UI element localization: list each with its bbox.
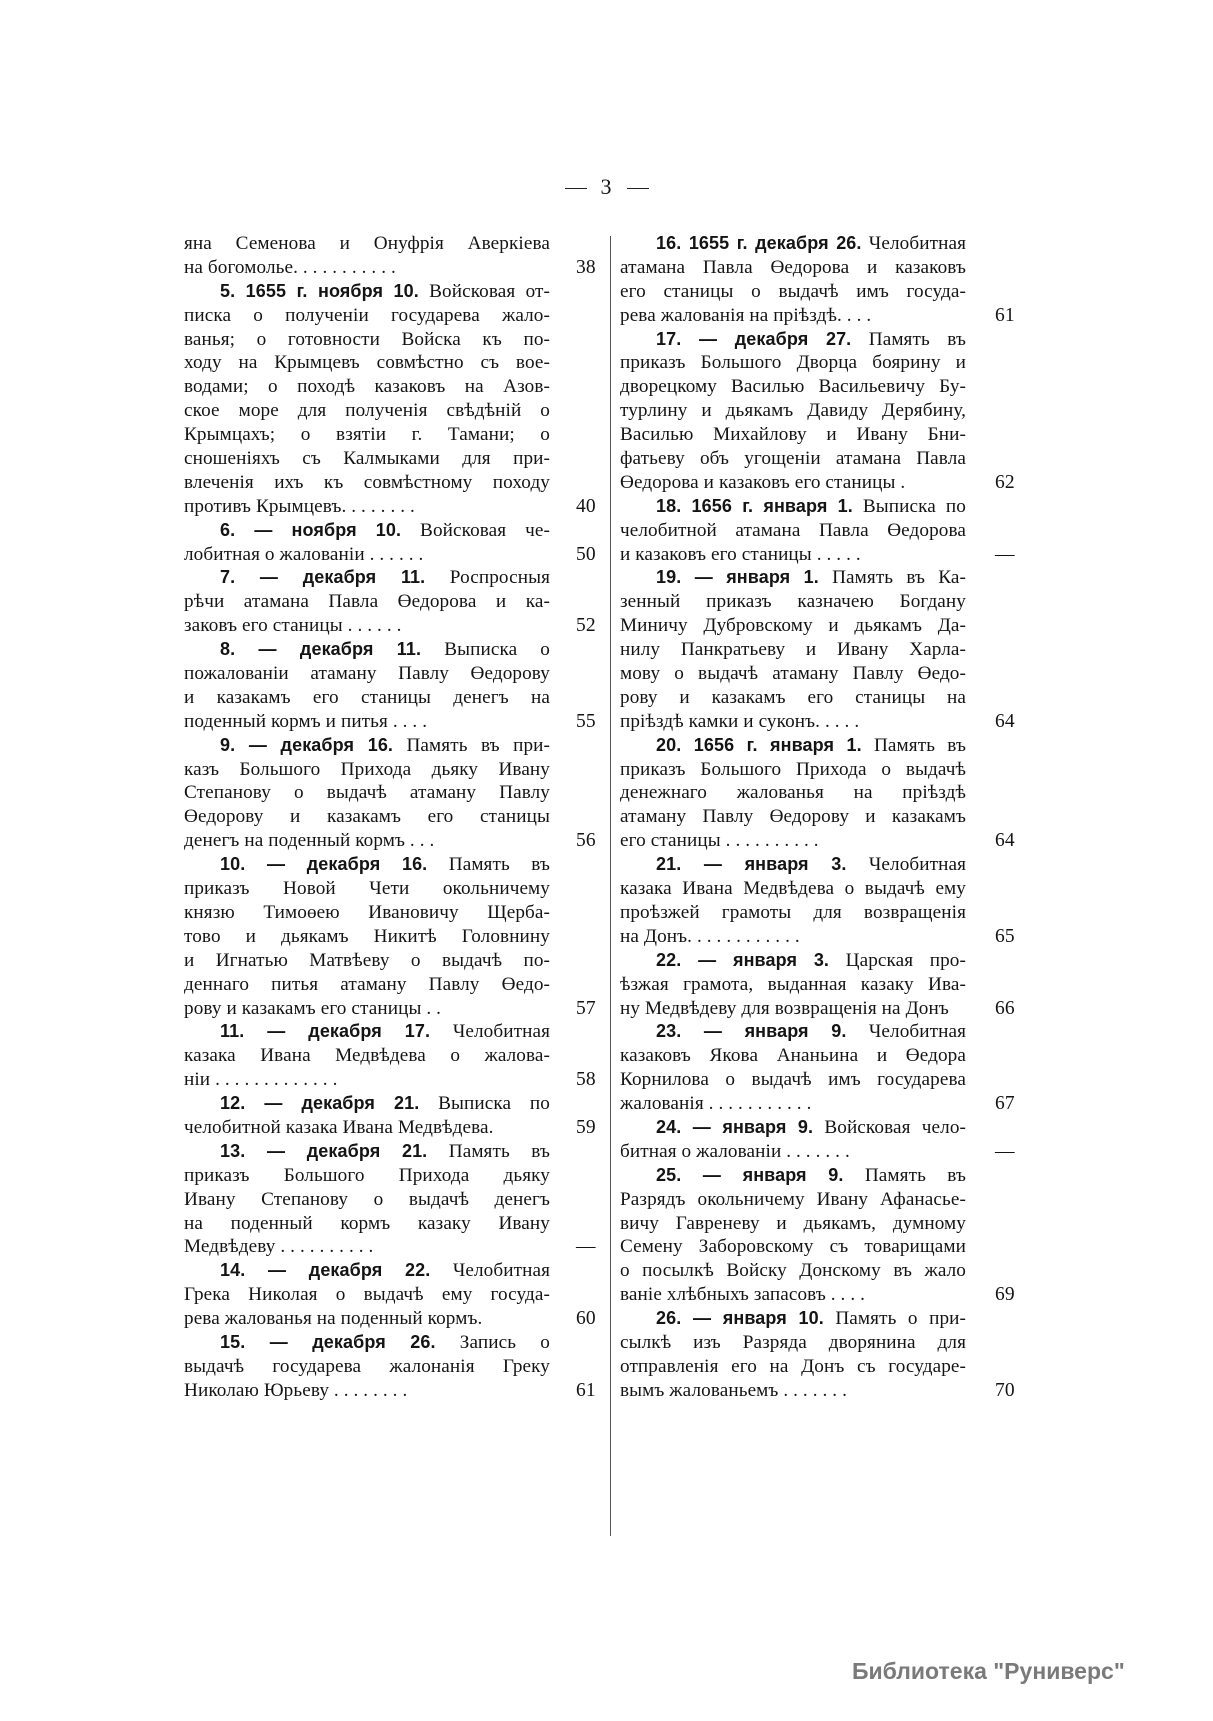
toc-page-reference: 65 xyxy=(995,925,1015,947)
toc-entry-line xyxy=(620,304,1015,328)
toc-line-text: 7. — декабря 11. Роспросныя xyxy=(220,567,550,589)
toc-entry-start-line xyxy=(184,853,550,877)
toc-entry-date: 5. 1655 г. ноября 10. xyxy=(220,280,419,301)
toc-entry-line xyxy=(184,447,550,471)
toc-line-text: рову и казакамъ его станицы на xyxy=(620,686,966,708)
toc-entry-date: 12. — декабря 21. xyxy=(220,1093,420,1114)
toc-line-text: приказъ Большого Прихода о выдачѣ xyxy=(620,758,966,780)
toc-entry-date: 16. 1655 г. декабря 26. xyxy=(656,233,862,253)
toc-page-reference: 60 xyxy=(576,1308,596,1330)
toc-entry-date: 23. — января 9. xyxy=(656,1021,847,1042)
toc-entry-line xyxy=(184,375,550,399)
toc-entry-line xyxy=(184,256,596,280)
toc-line-text: 12. — декабря 21. Выписка по xyxy=(220,1093,550,1115)
toc-entry-date: 14. — декабря 22. xyxy=(220,1260,431,1281)
toc-entry-line xyxy=(620,280,966,304)
toc-page-reference: 66 xyxy=(995,997,1015,1019)
toc-line-text: фатьеву объ угощеніи атамана Павла xyxy=(620,448,966,470)
toc-page-reference: 70 xyxy=(995,1379,1015,1401)
toc-line-text: 18. 1656 г. января 1. Выписка по xyxy=(656,495,966,517)
toc-line-text: 14. — декабря 22. Челобитная xyxy=(220,1260,551,1282)
toc-entry-line xyxy=(184,399,550,423)
toc-entry-line xyxy=(620,590,966,614)
toc-entry-date: 22. — января 3. xyxy=(656,949,830,970)
toc-entry-line xyxy=(620,1068,966,1092)
toc-line-text: проѣзжей грамоты для возвращенія xyxy=(620,901,966,923)
toc-entry-line xyxy=(620,1212,966,1236)
toc-page-reference: 64 xyxy=(995,710,1015,732)
toc-entry-line xyxy=(620,1188,966,1212)
toc-line-text: выдачѣ государева жалонанія Греку xyxy=(184,1355,550,1377)
toc-line-text: челобитной атамана Павла Өедорова xyxy=(620,519,966,541)
header-dash-right xyxy=(627,188,649,189)
toc-entry-start-line xyxy=(620,853,966,877)
toc-entry-line xyxy=(620,375,966,399)
toc-line-text: Ивану Степанову о выдачѣ денегъ xyxy=(184,1188,550,1210)
toc-entry-date: 11. — декабря 17. xyxy=(220,1021,431,1042)
toc-line-text: 19. — января 1. Память въ Ка- xyxy=(656,567,966,589)
toc-entry-line xyxy=(184,328,550,352)
toc-line-text: Медвѣдеву . . . . . . . . . . xyxy=(184,1236,374,1258)
toc-entry-start-line xyxy=(184,566,550,590)
toc-page-reference: 40 xyxy=(576,495,596,517)
toc-line-text: 8. — декабря 11. Выписка о xyxy=(220,639,550,661)
toc-line-text: поденный кормъ и питья . . . . xyxy=(184,710,428,732)
toc-line-text: Крымцахъ; о взятіи г. Тамани; о xyxy=(184,424,550,446)
library-watermark: Библиотека "Руниверс" xyxy=(852,1658,1125,1684)
toc-line-text: и казаковъ его станицы . . . . . xyxy=(620,543,861,565)
toc-line-text: ванья; о готовности Войска къ по- xyxy=(184,328,550,350)
toc-page-reference: 67 xyxy=(995,1093,1015,1115)
toc-page-reference: 61 xyxy=(995,304,1015,326)
toc-entry-line xyxy=(620,925,1015,949)
toc-entry-line xyxy=(184,1044,550,1068)
toc-entry-date: 7. — декабря 11. xyxy=(220,567,426,588)
toc-page-reference: 57 xyxy=(576,997,596,1019)
toc-entry-line xyxy=(620,638,966,662)
toc-line-text: рову и казакамъ его станицы . . xyxy=(184,997,442,1019)
toc-line-text: на Донъ. . . . . . . . . . . . xyxy=(620,925,800,947)
toc-line-text: дворецкому Василью Васильевичу Бу- xyxy=(620,376,966,398)
toc-line-text: 13. — декабря 21. Память въ xyxy=(220,1140,550,1162)
toc-line-text: князю Тимоөею Ивановичу Щерба- xyxy=(184,901,550,923)
toc-entry-line xyxy=(184,973,550,997)
toc-entry-date: 21. — января 3. xyxy=(656,854,847,875)
toc-line-text: казака Ивана Медвѣдева о выдачѣ ему xyxy=(620,878,966,900)
toc-entry-line xyxy=(620,471,1015,495)
toc-line-text: ваніе хлѣбныхъ запасовъ . . . . xyxy=(620,1284,866,1306)
toc-page-reference: 38 xyxy=(576,256,596,278)
header-dash-left xyxy=(565,188,587,189)
toc-line-text: 16. 1655 г. декабря 26. Челобитная xyxy=(656,233,966,254)
toc-entry-date: 9. — декабря 16. xyxy=(220,734,394,755)
toc-entry-line xyxy=(620,543,1015,567)
toc-line-text: деннаго питья атаману Павлу Өедо- xyxy=(184,973,550,995)
toc-line-text: на поденный кормъ казаку Ивану xyxy=(184,1212,550,1234)
toc-entry-line xyxy=(184,1355,550,1379)
toc-entry-line xyxy=(184,1164,550,1188)
toc-line-text: атаману Павлу Өедорову и казакамъ xyxy=(620,806,966,828)
toc-line-text: на богомолье. . . . . . . . . . . xyxy=(184,256,396,278)
toc-entry-line xyxy=(620,1140,1015,1164)
toc-line-text: ніи . . . . . . . . . . . . . xyxy=(184,1069,338,1091)
toc-entry-start-line xyxy=(184,638,550,662)
toc-line-text: вымъ жалованьемъ . . . . . . . xyxy=(620,1379,848,1401)
toc-line-text: тово и дьякамъ Никитѣ Головнину xyxy=(184,925,550,947)
toc-page-reference: 52 xyxy=(576,615,596,637)
toc-entry-line xyxy=(184,351,550,375)
toc-entry-start-line xyxy=(184,1092,550,1116)
toc-line-text: писка о полученіи государева жало- xyxy=(184,304,550,326)
toc-entry-start-line xyxy=(620,232,966,256)
toc-page-reference: 56 xyxy=(576,830,596,852)
toc-entry-line xyxy=(184,543,596,567)
toc-line-text: яна Семенова и Онуфрія Аверкіева xyxy=(184,233,550,254)
toc-entry-line xyxy=(184,686,550,710)
toc-line-text: ѣзжая грамота, выданная казаку Ива- xyxy=(620,973,966,995)
toc-entry-line xyxy=(184,805,550,829)
toc-line-text: рѣчи атамана Павла Өедорова и ка- xyxy=(184,591,550,613)
toc-entry-start-line xyxy=(620,566,966,590)
toc-line-text: мову о выдачѣ атаману Павлу Өедо- xyxy=(620,663,966,685)
toc-entry-start-line xyxy=(184,1331,550,1355)
toc-line-text: 17. — декабря 27. Память въ xyxy=(656,328,966,350)
toc-entry-line xyxy=(620,710,1015,734)
toc-entry-start-line xyxy=(184,519,550,543)
toc-page-reference: — xyxy=(995,1140,1015,1162)
toc-line-text: отправленія его на Донъ съ государе- xyxy=(620,1355,966,1377)
toc-line-text: водами; о походѣ казаковъ на Азов- xyxy=(184,376,550,398)
toc-entry-line xyxy=(184,495,596,519)
toc-entry-start-line xyxy=(184,1140,550,1164)
toc-line-text: 22. — января 3. Царская про- xyxy=(656,949,966,971)
toc-entry-date: 10. — декабря 16. xyxy=(220,854,428,875)
toc-line-text: 21. — января 3. Челобитная xyxy=(656,854,967,876)
toc-entry-line xyxy=(620,805,966,829)
toc-line-text: Өедорову и казакамъ его станицы xyxy=(184,806,550,828)
toc-entry-line xyxy=(620,614,966,638)
toc-page-reference: 59 xyxy=(576,1116,596,1138)
toc-entry-line xyxy=(620,1044,966,1068)
toc-entry-line xyxy=(184,997,596,1021)
toc-entry-line xyxy=(620,399,966,423)
toc-entry-line xyxy=(184,925,550,949)
toc-entry-line xyxy=(620,351,966,375)
toc-entry-date: 19. — января 1. xyxy=(656,567,819,588)
toc-entry-start-line xyxy=(620,1164,966,1188)
toc-entry-line xyxy=(184,1235,596,1259)
toc-line-text: сношеніяхъ съ Калмыками для при- xyxy=(184,448,550,470)
toc-line-text: рева жалованія на пріѣздѣ. . . . xyxy=(620,304,872,326)
toc-page-reference: 58 xyxy=(576,1069,596,1091)
toc-line-text: ходу на Крымцевъ совмѣстно съ вое- xyxy=(184,352,550,374)
toc-line-text: 11. — декабря 17. Челобитная xyxy=(220,1021,551,1043)
toc-entry-line xyxy=(184,232,550,256)
toc-line-text: и казакамъ его станицы денегъ на xyxy=(184,686,550,708)
toc-entry-line xyxy=(620,781,966,805)
toc-line-text: 20. 1656 г. января 1. Память въ xyxy=(656,734,966,756)
toc-line-text: Корнилова о выдачѣ имъ государева xyxy=(620,1069,966,1091)
toc-line-text: о посылкѣ Войску Донскому въ жало xyxy=(620,1260,966,1282)
toc-entry-start-line xyxy=(184,1020,550,1044)
toc-line-text: 10. — декабря 16. Память въ xyxy=(220,854,550,876)
toc-entry-start-line xyxy=(620,1020,966,1044)
toc-entry-line xyxy=(620,1355,966,1379)
toc-entry-line xyxy=(184,1068,596,1092)
toc-line-text: Разрядъ окольничему Ивану Афанасье- xyxy=(620,1188,966,1210)
page-number-header xyxy=(0,174,1213,200)
toc-line-text: Николаю Юрьеву . . . . . . . . xyxy=(184,1379,408,1401)
toc-line-text: 5. 1655 г. ноября 10. Войсковая от- xyxy=(220,280,551,302)
toc-entry-line xyxy=(620,1331,966,1355)
column-divider xyxy=(610,236,611,1536)
toc-line-text: Василью Михайлову и Ивану Бни- xyxy=(620,424,966,446)
toc-entry-date: 20. 1656 г. января 1. xyxy=(656,734,862,755)
toc-entry-line xyxy=(620,1235,966,1259)
toc-entry-start-line xyxy=(184,734,550,758)
toc-line-text: челобитной казака Ивана Медвѣдева. xyxy=(184,1116,494,1138)
toc-line-text: атамана Павла Өедорова и казаковъ xyxy=(620,256,966,278)
toc-page-reference: 55 xyxy=(576,710,596,732)
toc-line-text: Грека Николая о выдачѣ ему госуда- xyxy=(184,1284,550,1306)
toc-entry-line xyxy=(620,1283,1015,1307)
toc-line-text: ну Медвѣдеву для возвращенія на Донъ xyxy=(620,997,949,1019)
toc-entry-line xyxy=(620,1379,1015,1403)
toc-line-text: Өедорова и казаковъ его станицы . xyxy=(620,471,906,493)
toc-entry-line xyxy=(184,877,550,901)
toc-line-text: пріѣздѣ камки и суконъ. . . . . xyxy=(620,710,860,732)
right-column xyxy=(620,232,1015,1403)
toc-line-text: его станицы . . . . . . . . . . xyxy=(620,830,819,852)
toc-entry-line xyxy=(620,1259,966,1283)
toc-line-text: и Игнатью Матвѣеву о выдачѣ по- xyxy=(184,949,550,971)
toc-entry-line xyxy=(620,423,966,447)
toc-entry-line xyxy=(620,447,966,471)
toc-entry-line xyxy=(184,829,596,853)
left-column xyxy=(184,232,596,1403)
toc-entry-date: 8. — декабря 11. xyxy=(220,639,422,660)
toc-line-text: 6. — ноября 10. Войсковая че- xyxy=(220,519,550,541)
toc-entry-start-line xyxy=(184,1259,550,1283)
toc-line-text: 9. — декабря 16. Память въ при- xyxy=(220,734,550,756)
toc-entry-start-line xyxy=(620,495,966,519)
toc-entry-line xyxy=(620,256,966,280)
toc-line-text: битная о жалованіи . . . . . . . xyxy=(620,1140,850,1162)
toc-entry-line xyxy=(620,519,966,543)
toc-entry-date: 13. — декабря 21. xyxy=(220,1140,428,1161)
toc-line-text: 24. — января 9. Войсковая чело- xyxy=(656,1116,966,1138)
toc-line-text: приказъ Новой Чети окольничему xyxy=(184,878,550,900)
toc-line-text: Миничу Дубровскому и дьякамъ Да- xyxy=(620,615,966,637)
toc-entry-start-line xyxy=(620,328,966,352)
toc-entry-date: 25. — января 9. xyxy=(656,1164,844,1185)
toc-page-reference: 62 xyxy=(995,471,1015,493)
toc-entry-start-line xyxy=(184,280,550,304)
toc-entry-line xyxy=(184,1188,550,1212)
toc-line-text: денегъ на поденный кормъ . . . xyxy=(184,830,435,852)
toc-line-text: заковъ его станицы . . . . . . xyxy=(184,615,402,637)
toc-entry-line xyxy=(620,973,966,997)
toc-line-text: влеченія ихъ къ совмѣстному походу xyxy=(184,471,550,493)
toc-page-reference: — xyxy=(576,1236,596,1258)
toc-entry-line xyxy=(184,1116,596,1140)
toc-entry-line xyxy=(184,471,550,495)
toc-entry-line xyxy=(184,1307,596,1331)
toc-entry-line xyxy=(184,304,550,328)
toc-line-text: Семену Заборовскому съ товарищами xyxy=(620,1236,966,1258)
toc-page-reference: 69 xyxy=(995,1284,1015,1306)
toc-line-text: 25. — января 9. Память въ xyxy=(656,1164,967,1186)
page-number: 3 xyxy=(600,174,613,199)
toc-entry-start-line xyxy=(620,734,966,758)
toc-entry-date: 17. — декабря 27. xyxy=(656,328,852,349)
toc-entry-line xyxy=(184,781,550,805)
toc-entry-line xyxy=(184,614,596,638)
toc-entry-start-line xyxy=(620,1116,966,1140)
toc-page-reference: 61 xyxy=(576,1379,596,1401)
toc-page-reference: 50 xyxy=(576,543,596,565)
toc-line-text: противъ Крымцевъ. . . . . . . . xyxy=(184,495,415,517)
toc-line-text: жалованія . . . . . . . . . . . xyxy=(620,1093,812,1115)
toc-line-text: рева жалованья на поденный кормъ. xyxy=(184,1308,483,1330)
toc-line-text: казъ Большого Прихода дьяку Ивану xyxy=(184,758,550,780)
toc-entry-line xyxy=(620,686,966,710)
toc-entry-start-line xyxy=(620,1307,966,1331)
toc-entry-line xyxy=(620,901,966,925)
toc-entry-line xyxy=(184,423,550,447)
toc-entry-date: 18. 1656 г. января 1. xyxy=(656,495,853,516)
toc-line-text: 26. — января 10. Память о при- xyxy=(656,1308,966,1330)
toc-entry-line xyxy=(620,829,1015,853)
toc-line-text: казаковъ Якова Ананьина и Өедора xyxy=(620,1045,966,1067)
toc-entry-line xyxy=(184,1212,550,1236)
toc-line-text: 15. — декабря 26. Запись о xyxy=(220,1331,550,1353)
toc-line-text: его станицы о выдачѣ имъ госуда- xyxy=(620,280,966,302)
toc-line-text: 23. — января 9. Челобитная xyxy=(656,1021,967,1043)
toc-entry-line xyxy=(620,758,966,782)
toc-line-text: приказъ Большого Прихода дьяку xyxy=(184,1164,550,1186)
toc-entry-line xyxy=(184,949,550,973)
toc-entry-date: 26. — января 10. xyxy=(656,1308,824,1329)
toc-line-text: сылкѣ изъ Разряда дворянина для xyxy=(620,1331,966,1353)
toc-entry-line xyxy=(620,877,966,901)
toc-line-text: денежнаго жалованья на пріѣздѣ xyxy=(620,782,966,804)
toc-line-text: приказъ Большого Дворца боярину и xyxy=(620,352,966,374)
toc-entry-line xyxy=(184,1379,596,1403)
toc-line-text: Степанову о выдачѣ атаману Павлу xyxy=(184,782,550,804)
toc-line-text: зенный приказъ казначею Богдану xyxy=(620,591,966,613)
toc-page-reference: — xyxy=(995,543,1015,565)
toc-line-text: вичу Гавреневу и дьякамъ, думному xyxy=(620,1212,966,1234)
toc-entry-start-line xyxy=(620,949,966,973)
toc-line-text: ское море для полученія свѣдѣній о xyxy=(184,400,550,422)
toc-line-text: лобитная о жалованіи . . . . . . xyxy=(184,543,424,565)
toc-entry-line xyxy=(620,1092,1015,1116)
toc-page-reference: 64 xyxy=(995,830,1015,852)
toc-line-text: казака Ивана Медвѣдева о жалова- xyxy=(184,1045,550,1067)
toc-entry-date: 6. — ноября 10. xyxy=(220,519,402,540)
toc-entry-line xyxy=(184,590,550,614)
toc-entry-line xyxy=(620,997,1015,1021)
toc-entry-line xyxy=(184,662,550,686)
toc-line-text: турлину и дьякамъ Давиду Дерябину, xyxy=(620,400,966,422)
toc-line-text: нилу Панкратьеву и Ивану Харла- xyxy=(620,639,966,661)
toc-entry-line xyxy=(184,901,550,925)
toc-entry-line xyxy=(184,710,596,734)
toc-line-text: пожалованіи атаману Павлу Өедорову xyxy=(184,663,550,685)
toc-entry-line xyxy=(184,758,550,782)
toc-entry-line xyxy=(184,1283,550,1307)
toc-entry-date: 24. — января 9. xyxy=(656,1116,814,1137)
toc-entry-line xyxy=(620,662,966,686)
toc-entry-date: 15. — декабря 26. xyxy=(220,1331,436,1352)
